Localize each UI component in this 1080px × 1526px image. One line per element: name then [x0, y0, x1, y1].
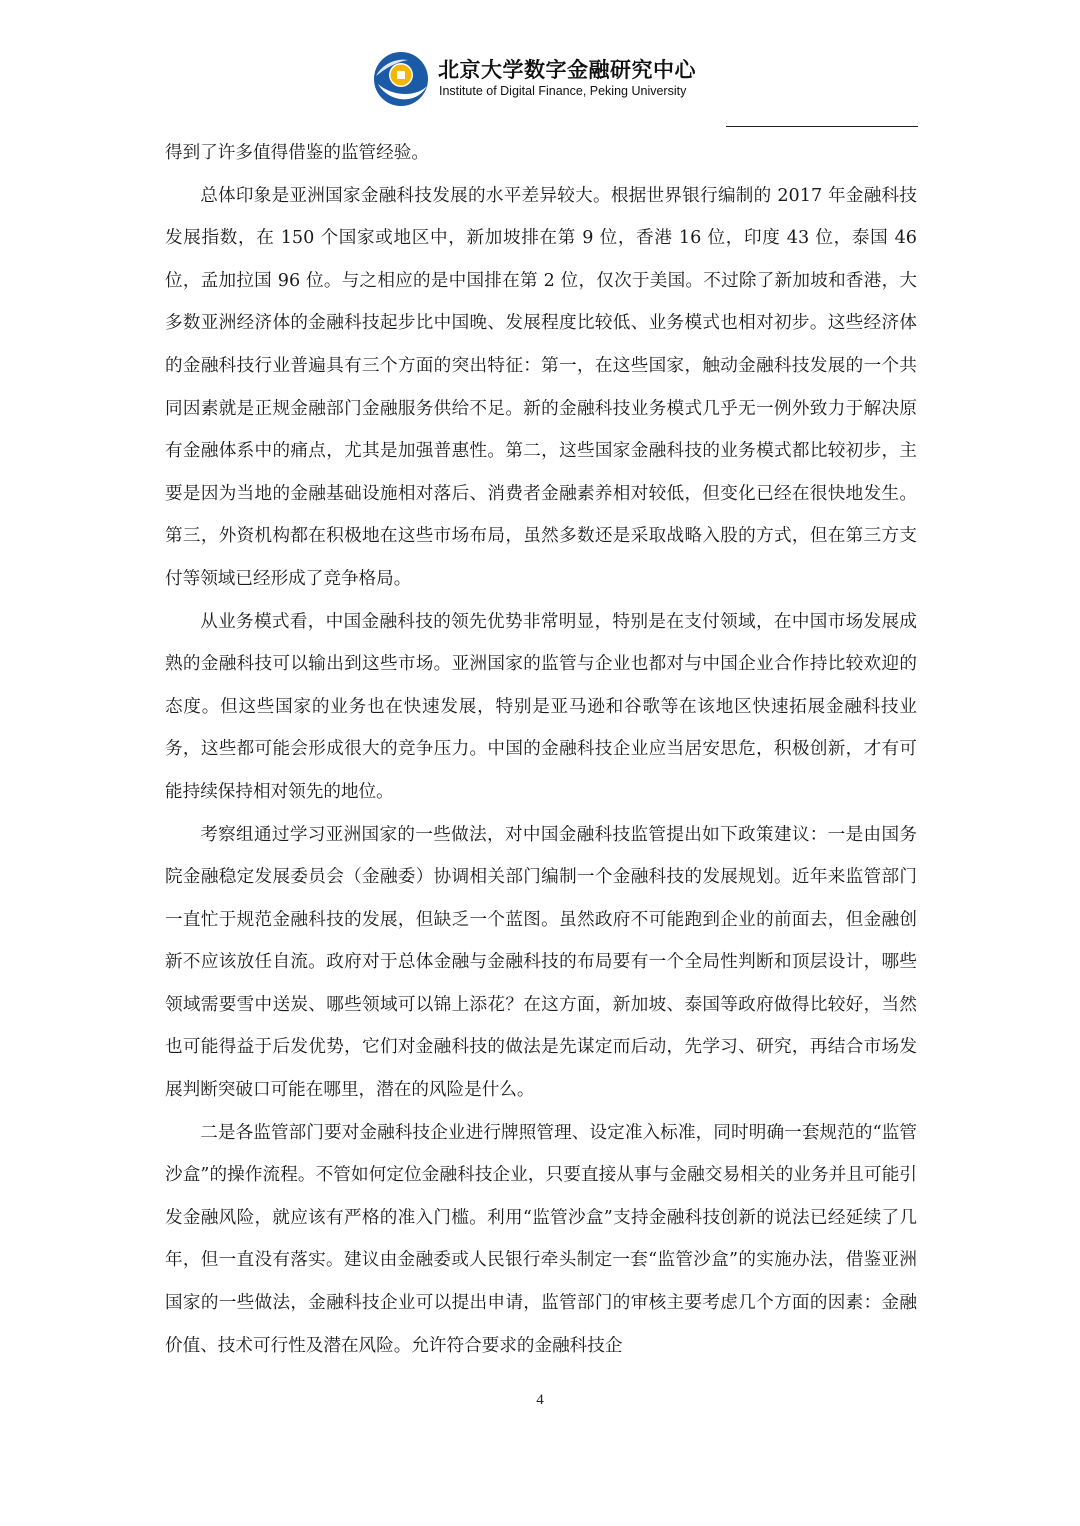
paragraph-continuation: 得到了许多值得借鉴的监管经验。 — [165, 143, 429, 163]
paragraph-business-model: 从业务模式看，中国金融科技的领先优势非常明显，特别是在支付领域，在中国市场发展成熟的金融科技可以输出到这些市场。亚洲国家的监管与企业也都对与中国企业合作持比较欢迎的态度。但这些国家的业务也在快速发展，特别是亚马逊和谷歌等在该地区快速拓展金融科技业务，这些都可能会形成很大的竞争压力。中国的金融科技企业应当居安思危，积极创新，才有可能持续保持相对领先的地位。 — [165, 611, 917, 802]
document-body — [165, 132, 917, 1367]
org-name-en: Institute of Digital Finance, Peking University — [439, 84, 687, 98]
paragraph-policy-suggestion-2: 二是各监管部门要对金融科技企业进行牌照管理、设定准入标准，同时明确一套规范的“监管沙盒”的操作流程。不管如何定位金融科技企业，只要直接从事与金融交易相关的业务并且可能引发金融风险，就应该有严格的准入门槛。利用“监管沙盒”支持金融科技创新的说法已经延续了几年，但一直没有落实。建议由金融委或人民银行牵头制定一套“监管沙盒”的实施办法，借鉴亚洲国家的一些做法，金融科技企业可以提出申请，监管部门的审核主要考虑几个方面的因素：金融价值、技术可行性及潜在风险。允许符合要求的金融科技企 — [165, 1122, 917, 1356]
paragraph-policy-suggestion-1: 考察组通过学习亚洲国家的一些做法，对中国金融科技监管提出如下政策建议：一是由国务院金融稳定发展委员会（金融委）协调相关部门编制一个金融科技的发展规划。近年来监管部门一直忙于规范金融科技的发展，但缺乏一个蓝图。虽然政府不可能跑到企业的前面去，但金融创新不应该放任自流。政府对于总体金融与金融科技的布局要有一个全局性判断和顶层设计，哪些领域需要雪中送炭、哪些领域可以锦上添花？在这方面，新加坡、泰国等政府做得比较好，当然也可能得益于后发优势，它们对金融科技的做法是先谋定而后动，先学习、研究，再结合市场发展判断突破口可能在哪里，潜在的风险是什么。 — [165, 824, 917, 1101]
idf-globe-logo-icon — [372, 50, 430, 108]
page-number: 4 — [536, 1392, 544, 1408]
page-header — [0, 44, 1080, 114]
org-name-cn: 北京大学数字金融研究中心 — [438, 58, 696, 82]
paragraph-overview: 总体印象是亚洲国家金融科技发展的水平差异较大。根据世界银行编制的 2017 年金融科技发展指数，在 150 个国家或地区中，新加坡排在第 9 位，香港 16 位，印度 43 位，泰国 46 位，孟加拉国 96 位。与之相应的是中国排在第 2 位，仅次于美国。不过除了新加坡和香港，大多数亚洲经济体的金融科技起步比中国晚、发展程度比较低、业务模式也相对初步。这些经济体的金融科技行业普遍具有三个方面的突出特征：第一，在这些国家，触动金融科技发展的一个共同因素就是正规金融部门金融服务供给不足。新的金融科技业务模式几乎无一例外致力于解决原有金融体系中的痛点，尤其是加强普惠性。第二，这些国家金融科技的业务模式都比较初步，主要是因为当地的金融基础设施相对落后、消费者金融素养相对较低，但变化已经在很快地发生。第三，外资机构都在积极地在这些市场布局，虽然多数还是采取战略入股的方式，但在第三方支付等领域已经形成了竞争格局。 — [165, 185, 917, 589]
header-divider — [726, 126, 918, 127]
